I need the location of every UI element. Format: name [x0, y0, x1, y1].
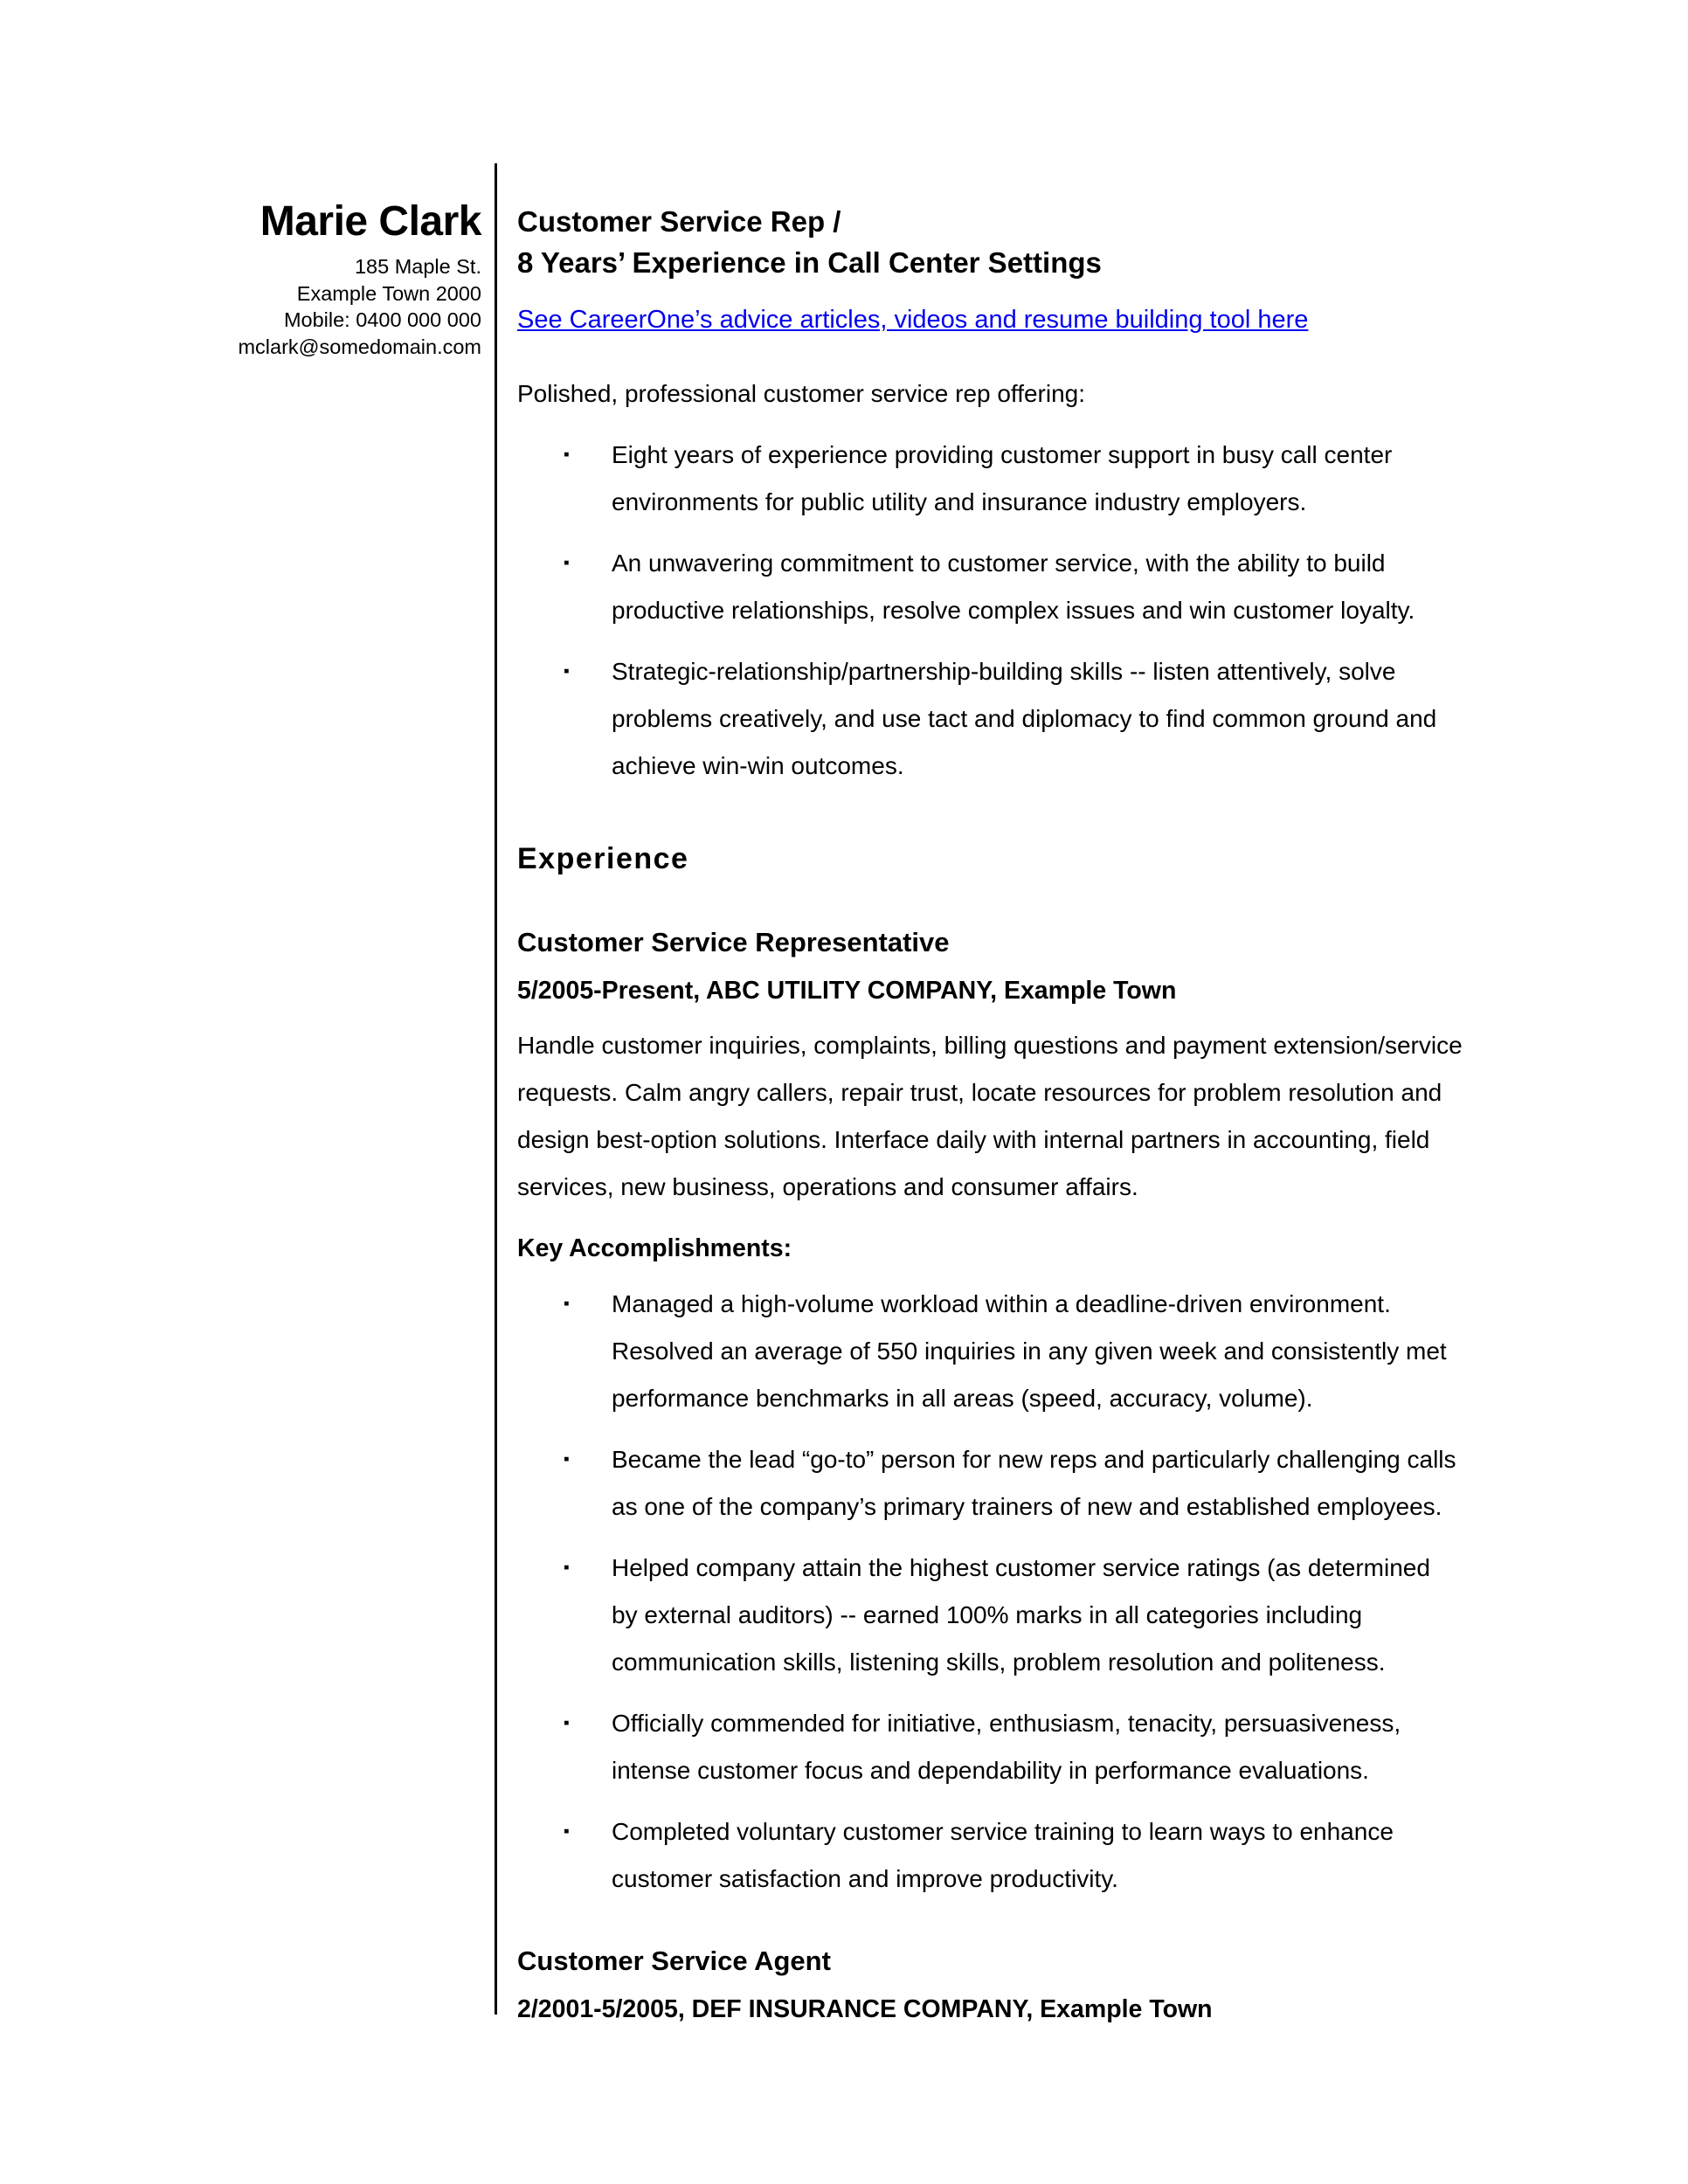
square-bullet-icon: ▪ [564, 1450, 570, 1469]
summary-intro: Polished, professional customer service rep offering: [517, 380, 1086, 407]
job2-title: Customer Service Agent [517, 1946, 831, 1976]
key-accomplishments-heading: Key Accomplishments: [517, 1234, 792, 1262]
square-bullet-icon: ▪ [564, 554, 570, 572]
summary-bullet-text: Strategic-relationship/partnership-building skills -- listen attentively, solve problems creatively, and use tact and diplomacy to find common ground and achieve win-win outcomes. [612, 658, 1437, 779]
resume-headline [517, 201, 1496, 283]
contact-block [0, 253, 481, 360]
accomplishment-item [564, 1281, 1496, 1422]
accomplishment-text: Became the lead “go-to” person for new reps and particularly challenging calls as one of the company’s primary trainers of new and established employees. [612, 1446, 1456, 1520]
headline-line2: 8 Years’ Experience in Call Center Settings [517, 246, 1102, 279]
accomplishment-text: Completed voluntary customer service training to learn ways to enhance customer satisfaction and improve productivity. [612, 1818, 1394, 1892]
contact-column [0, 199, 481, 360]
summary-bullet-text: An unwavering commitment to customer service, with the ability to build productive relationships, resolve complex issues and win customer loyalty. [612, 549, 1415, 624]
job1-title: Customer Service Representative [517, 927, 950, 957]
accomplishment-text: Officially commended for initiative, enthusiasm, tenacity, persuasiveness, intense customer focus and dependability in performance evaluations. [612, 1710, 1401, 1784]
accomplishment-text: Helped company attain the highest customer service ratings (as determined by external auditors) -- earned 100% marks in all categories including communication skills, listening skills, problem resolution and politeness. [612, 1554, 1430, 1676]
square-bullet-icon: ▪ [564, 1822, 570, 1841]
summary-bullet-item [564, 540, 1496, 634]
accomplishments-list [517, 1281, 1496, 1903]
contact-line: Mobile: 0400 000 000 [283, 308, 481, 331]
accomplishment-item [564, 1545, 1496, 1686]
accomplishment-item [564, 1436, 1496, 1531]
job2-meta: 2/2001-5/2005, DEF INSURANCE COMPANY, Example Town [517, 1995, 1213, 2023]
contact-line: Example Town 2000 [296, 281, 481, 305]
person-name: Marie Clark [259, 198, 481, 245]
square-bullet-icon: ▪ [564, 1714, 570, 1732]
summary-bullet-list [517, 432, 1496, 790]
experience-section-heading: Experience [517, 842, 689, 875]
summary-bullet-item [564, 648, 1496, 790]
square-bullet-icon: ▪ [564, 662, 570, 681]
accomplishment-item [564, 1700, 1496, 1794]
square-bullet-icon: ▪ [564, 446, 570, 464]
summary-bullet-text: Eight years of experience providing customer support in busy call center environments for public utility and insurance industry employers. [612, 441, 1393, 515]
job1-meta: 5/2005-Present, ABC UTILITY COMPANY, Example Town [517, 977, 1177, 1005]
careerone-link[interactable]: See CareerOne’s advice articles, videos and resume building tool here [517, 306, 1309, 334]
square-bullet-icon: ▪ [564, 1559, 570, 1577]
contact-line: mclark@somedomain.com [238, 335, 481, 358]
vertical-divider [495, 163, 497, 2015]
square-bullet-icon: ▪ [564, 1295, 570, 1313]
contact-line: 185 Maple St. [354, 255, 481, 278]
job1-description: Handle customer inquiries, complaints, billing questions and payment extension/service requests. Calm angry callers, repair trust, locate resources for problem resolution and design best-option solutions. Interface daily with internal partners in accounting, field services, new business, operations and consumer affairs. [517, 1032, 1463, 1200]
main-column [517, 201, 1496, 2027]
accomplishment-item [564, 1808, 1496, 1903]
accomplishment-text: Managed a high-volume workload within a deadline-driven environment. Resolved an average of 550 inquiries in any given week and consistently met performance benchmarks in all areas (speed, accuracy, volume). [612, 1290, 1447, 1412]
summary-bullet-item [564, 432, 1496, 526]
headline-line1: Customer Service Rep / [517, 205, 841, 238]
